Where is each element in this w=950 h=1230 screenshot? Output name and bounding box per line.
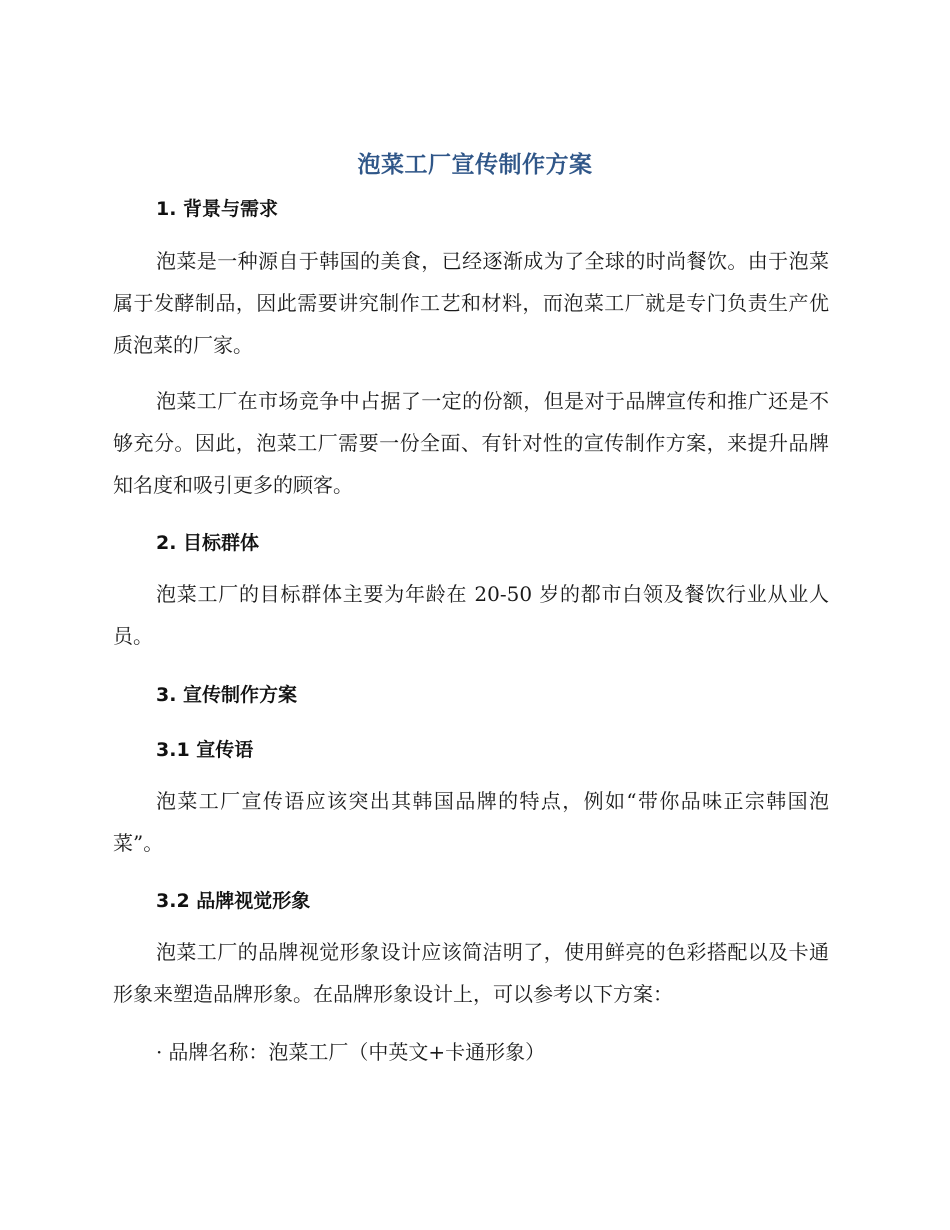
bullet-item-brand-name <box>156 1037 545 1067</box>
section-heading-slogan: 3.1 宣传语 <box>156 739 254 761</box>
paragraph-slogan: 泡菜工厂宣传语应该突出其韩国品牌的特点，例如“带你品味正宗韩国泡菜”。 <box>113 789 829 855</box>
paragraph-visual-identity: 泡菜工厂的品牌视觉形象设计应该简洁明了，使用鲜亮的色彩搭配以及卡通形象来塑造品牌形象。在品牌形象设计上，可以参考以下方案： <box>113 940 829 1006</box>
section-heading-plan: 3. 宣传制作方案 <box>156 684 298 706</box>
paragraph-background-2: 泡菜工厂在市场竞争中占据了一定的份额，但是对于品牌宣传和推广还是不够充分。因此，泡菜工厂需要一份全面、有针对性的宣传制作方案，来提升品牌知名度和吸引更多的顾客。 <box>113 389 829 497</box>
section-heading-background: 1. 背景与需求 <box>156 198 279 220</box>
paragraph-target-group: 泡菜工厂的目标群体主要为年龄在 20-50 岁的都市白领及餐饮行业从业人员。 <box>113 582 829 648</box>
bullet-dot-icon: · <box>156 1040 163 1064</box>
bullet-text: 品牌名称：泡菜工厂（中英文+卡通形象） <box>168 1040 546 1064</box>
section-heading-visual-identity: 3.2 品牌视觉形象 <box>156 890 311 912</box>
paragraph-background-1: 泡菜是一种源自于韩国的美食，已经逐渐成为了全球的时尚餐饮。由于泡菜属于发酵制品，因此需要讲究制作工艺和材料，而泡菜工厂就是专门负责生产优质泡菜的厂家。 <box>113 249 829 357</box>
section-heading-target-group: 2. 目标群体 <box>156 532 260 554</box>
document-title: 泡菜工厂宣传制作方案 <box>357 152 593 178</box>
